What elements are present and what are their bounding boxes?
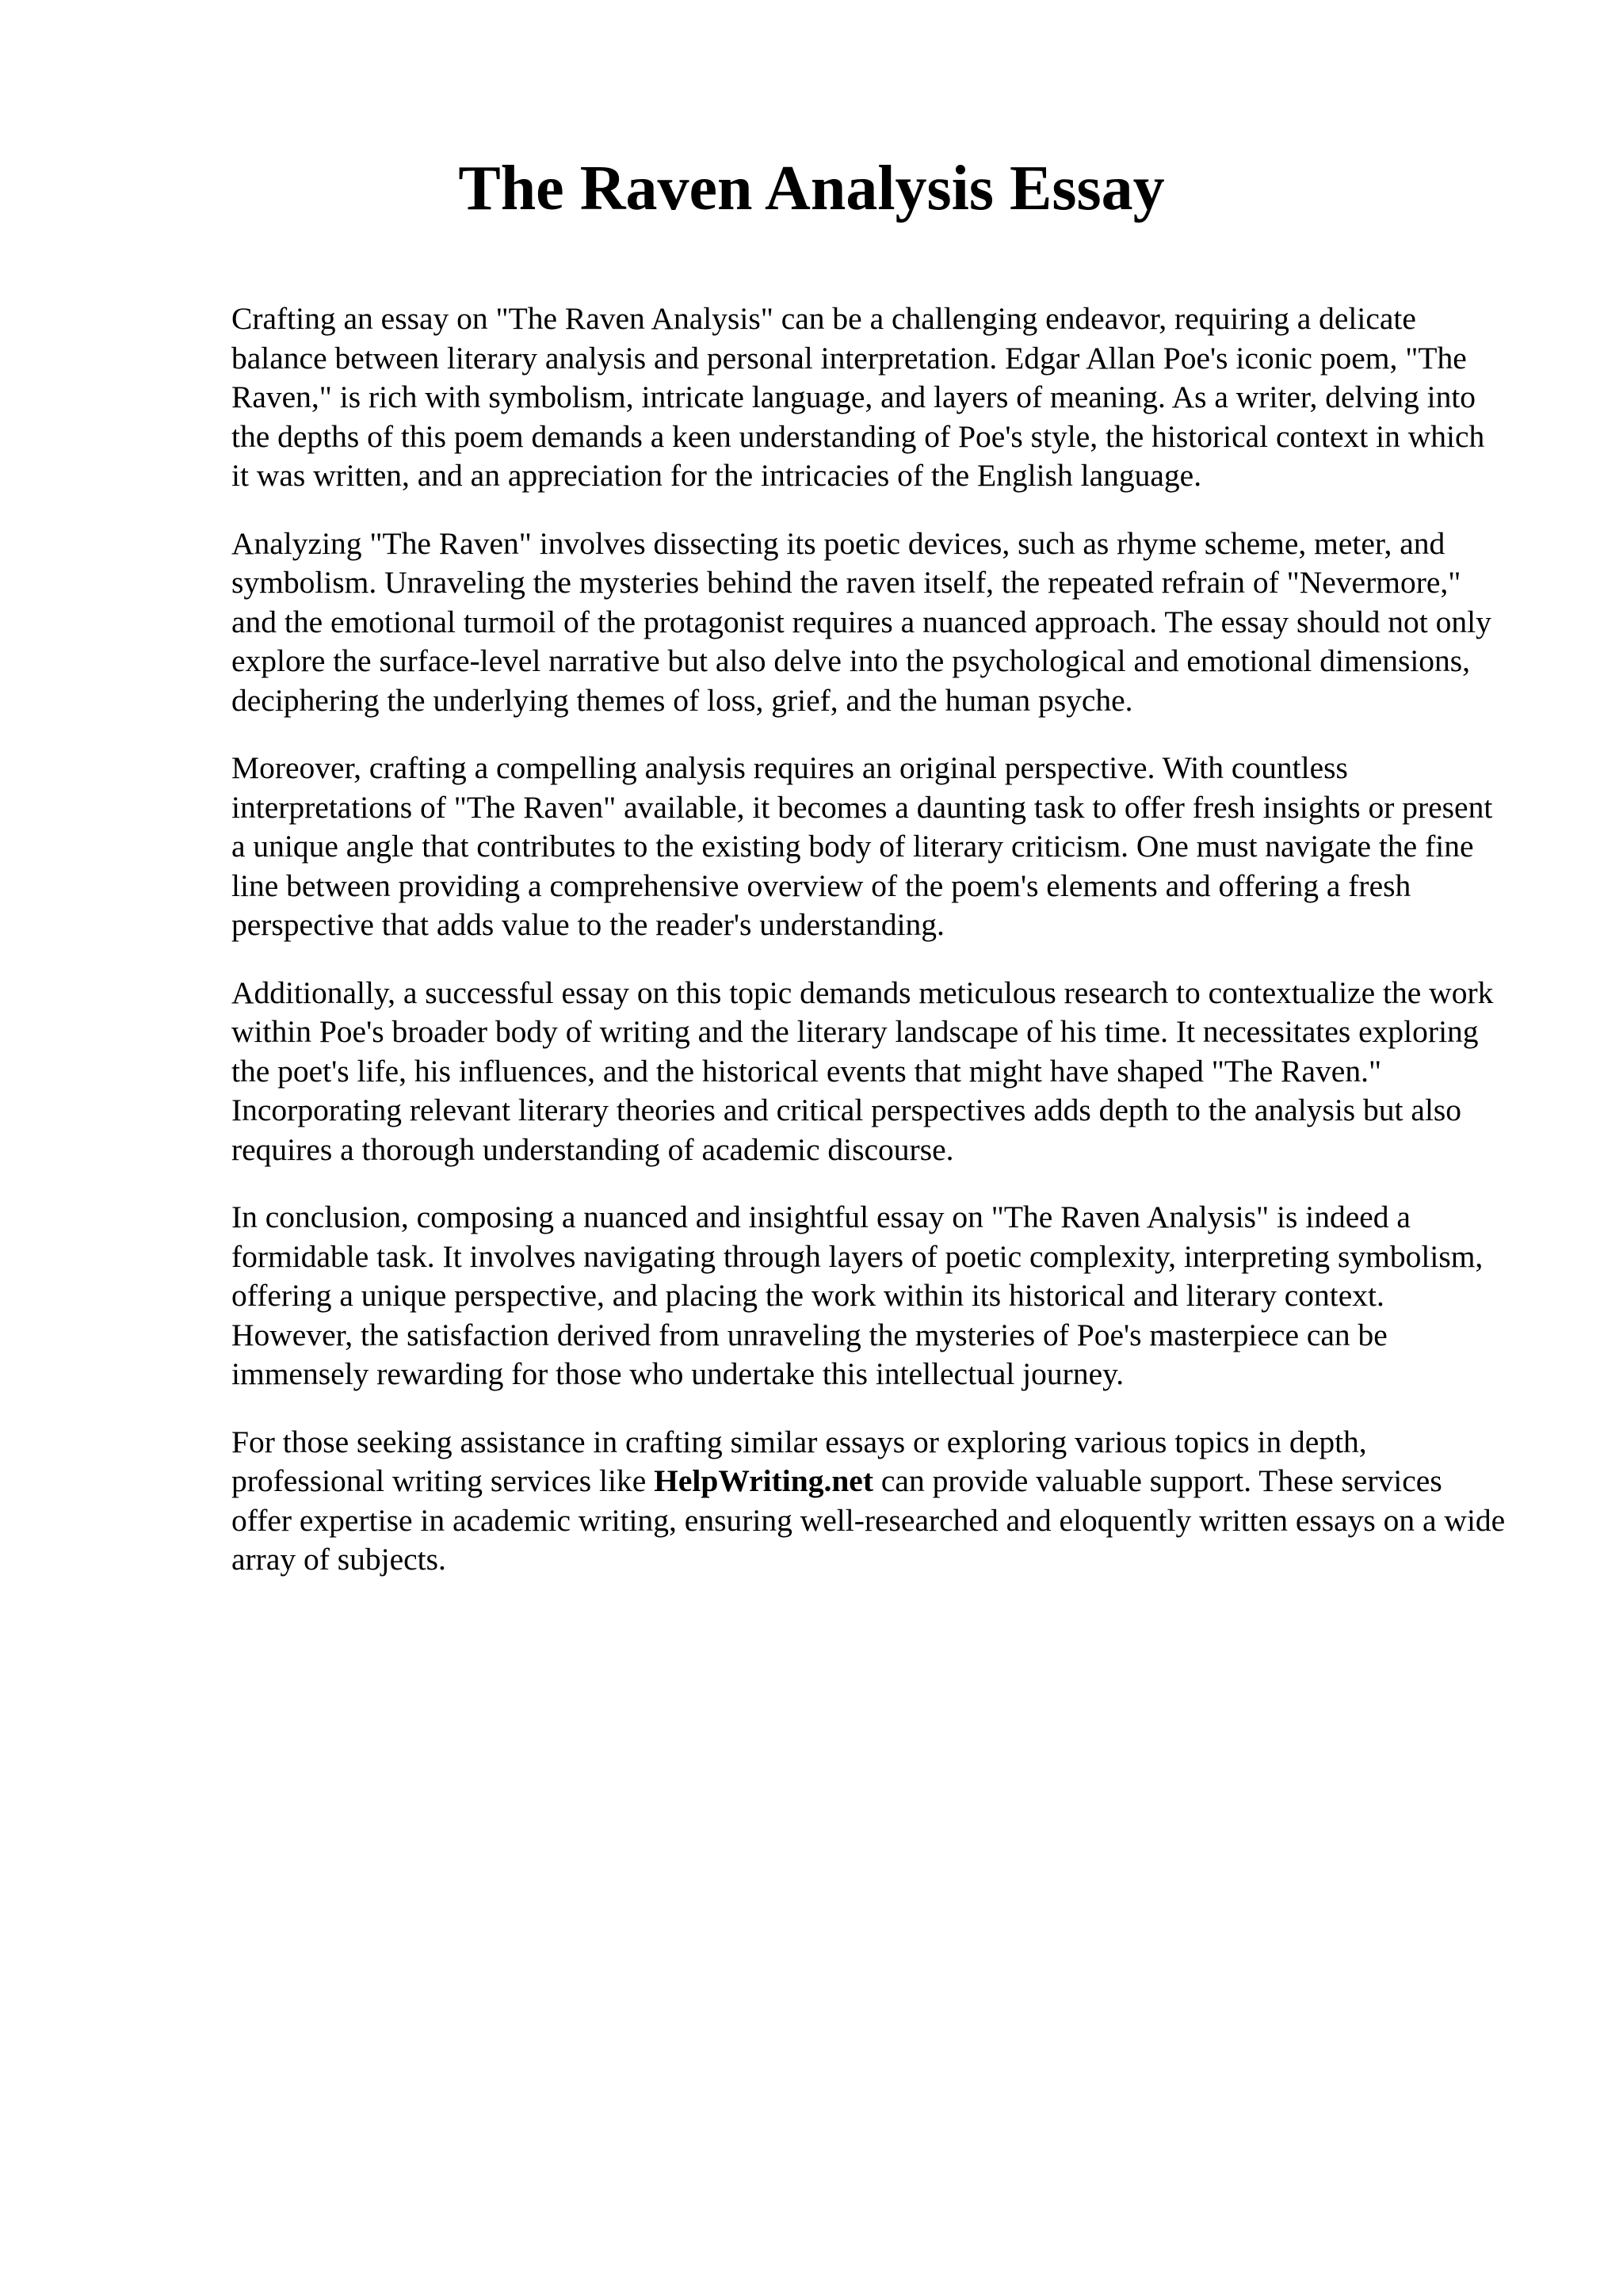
brand-name: HelpWriting.net [654, 1463, 873, 1498]
essay-body [231, 299, 1507, 1608]
paragraph-1: Crafting an essay on "The Raven Analysis" can be a challenging endeavor, requiring a delicate balance between literary analysis and personal interpretation. Edgar Allan Poe's iconic poem, "The Raven," is rich with symbolism, intricate language, and layers of meaning. As a writer, delving into the depths of this poem demands a keen understanding of Poe's style, the historical context in which it was written, and an appreciation for the intricacies of the English language. [231, 301, 1485, 493]
paragraph-2: Analyzing "The Raven" involves dissecting its poetic devices, such as rhyme scheme, meter, and symbolism. Unraveling the mysteries behind the raven itself, the repeated refrain of "Nevermore," and the emotional turmoil of the protagonist requires a nuanced approach. The essay should not only explore the surface-level narrative but also delve into the psychological and emotional dimensions, deciphering the underlying themes of loss, grief, and the human psyche. [231, 525, 1491, 718]
paragraph-6-text-before: For those seeking assistance in crafting similar essays or exploring various topics in depth, professional writing services like [231, 1424, 1367, 1498]
paragraph-5: In conclusion, composing a nuanced and insightful essay on "The Raven Analysis" is indeed a formidable task. It involves navigating through layers of poetic complexity, interpreting symbolism, offering a unique perspective, and placing the work within its historical and literary context. However, the satisfaction derived from unraveling the mysteries of Poe's masterpiece can be immensely rewarding for those who undertake this intellectual journey. [231, 1199, 1484, 1391]
paragraph-4: Additionally, a successful essay on this topic demands meticulous research to contextualize the work within Poe's broader body of writing and the literary landscape of his time. It necessitates exploring the poet's life, his influences, and the historical events that might have shaped "The Raven." Incorporating relevant literary theories and critical perspectives adds depth to the analysis but also requires a thorough understanding of academic discourse. [231, 974, 1494, 1167]
paragraph-6-text-after: can provide valuable support. These services offer expertise in academic writing, ensuring well-researched and eloquently written essays on a wide array of subjects. [231, 1463, 1506, 1577]
paragraph-3: Moreover, crafting a compelling analysis requires an original perspective. With countless interpretations of "The Raven" available, it becomes a daunting task to offer fresh insights or present a unique angle that contributes to the existing body of literary criticism. One must navigate the fine line between providing a comprehensive overview of the poem's elements and offering a fresh perspective that adds value to the reader's understanding. [231, 750, 1493, 942]
paragraph-6 [231, 1423, 1507, 1580]
page-title: The Raven Analysis Essay [458, 154, 1165, 223]
